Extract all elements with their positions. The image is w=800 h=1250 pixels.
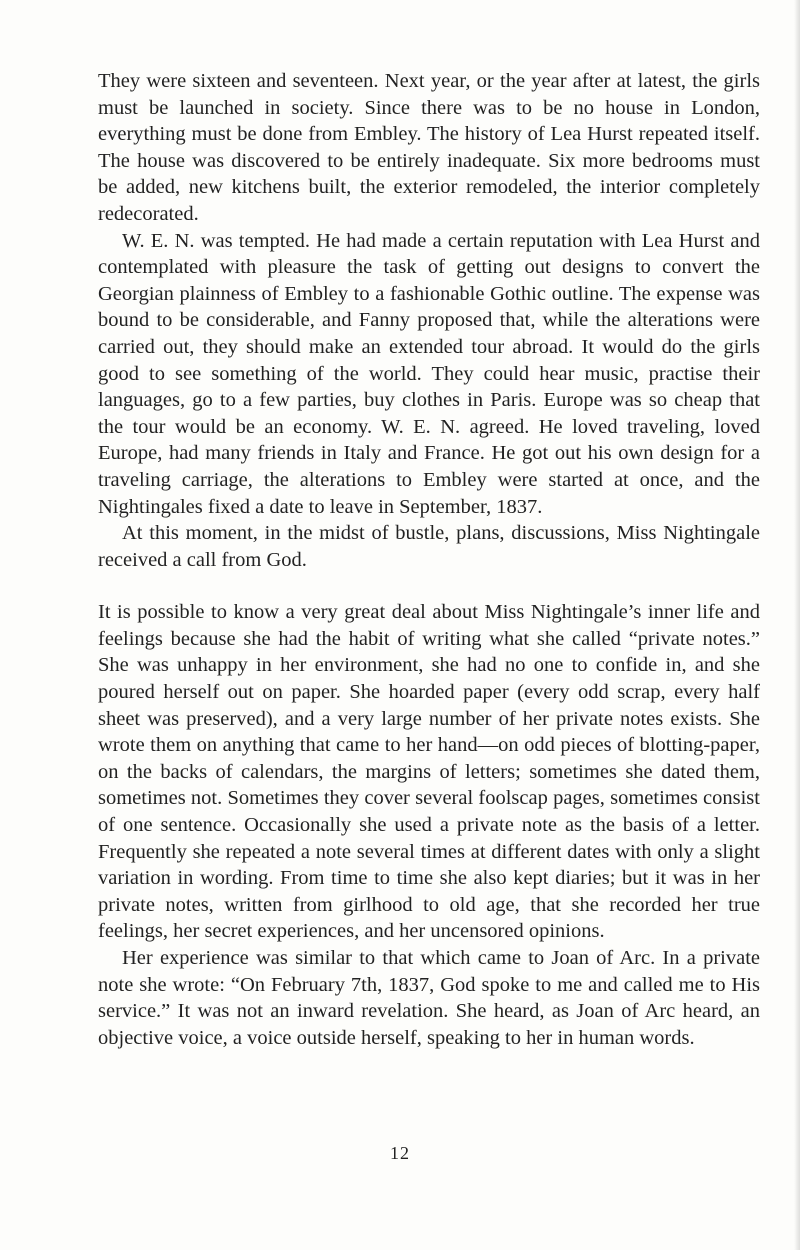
paragraph-joan-of-arc: Her experience was similar to that which came to Joan of Arc. In a private note she wrote: “On February 7th, 1837, God spoke to me and called me to His service.” It was not an inward revelation. She heard, as Joan of Arc heard, an objective voice, a voice outside herself, speaking to her in human words. <box>98 947 760 1049</box>
paragraph-call-from-god: At this moment, in the midst of bustle, plans, discussions, Miss Nightingale received a call from God. <box>98 522 760 571</box>
page-edge-shadow <box>794 0 800 1250</box>
book-page-text <box>98 68 760 1051</box>
paragraph-girls-launched: They were sixteen and seventeen. Next year, or the year after at latest, the girls must be launched in society. Since there was to be no house in London, everything must be done from Embley. The history of Lea Hurst repeated itself. The house was discovered to be entirely inadequate. Six more bedrooms must be added, new kitchens built, the exterior remodeled, the interior completely redecorated. <box>98 70 760 225</box>
page-number: 12 <box>390 1143 410 1163</box>
paragraph-wen-tempted: W. E. N. was tempted. He had made a certain reputation with Lea Hurst and contemplated with pleasure the task of getting out designs to convert the Georgian plainness of Embley to a fashionable Gothic outline. The expense was bound to be considerable, and Fanny proposed that, while the alterations were carried out, they should make an extended tour abroad. It would do the girls good to see something of the world. They could hear music, practise their languages, go to a few parties, buy clothes in Paris. Europe was so cheap that the tour would be an economy. W. E. N. agreed. He loved traveling, loved Europe, had many friends in Italy and France. He got out his own design for a traveling carriage, the alterations to Embley were started at once, and the Nightingales fixed a date to leave in September, 1837. <box>98 229 760 518</box>
paragraph-private-notes: It is possible to know a very great deal about Miss Nightingale’s inner life and feelings because she had the habit of writing what she called “private notes.” She was unhappy in her environment, she had no one to confide in, and she poured herself out on paper. She hoarded paper (every odd scrap, every half sheet was preserved), and a very large number of her private notes exists. She wrote them on anything that came to her hand—on odd pieces of blotting-paper, on the backs of calendars, the margins of letters; sometimes she dated them, sometimes not. Sometimes they cover several foolscap pages, sometimes consist of one sentence. Occasionally she used a private note as the basis of a letter. Frequently she repeated a note several times at different dates with only a slight variation in wording. From time to time she also kept diaries; but it was in her private notes, written from girlhood to old age, that she recorded her true feelings, her secret experiences, and her uncensored opinions. <box>98 601 760 943</box>
